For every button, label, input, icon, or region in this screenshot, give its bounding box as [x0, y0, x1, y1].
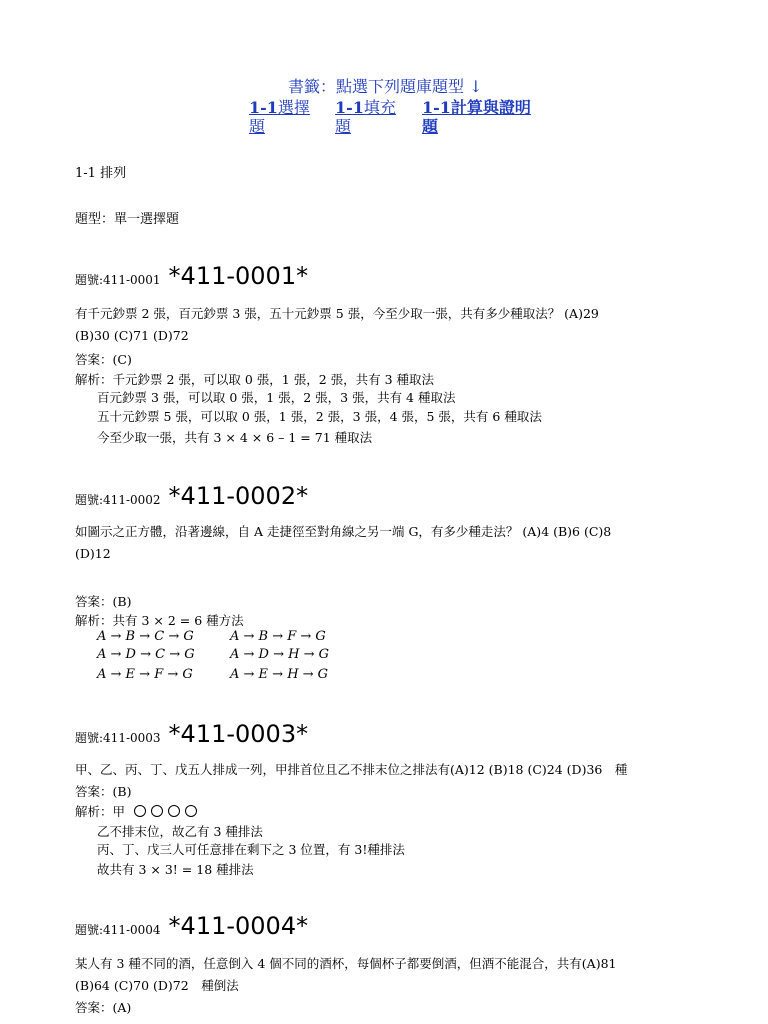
- answer: 答案：(B): [75, 784, 132, 799]
- question-number: 題號:411-0002: [75, 493, 161, 507]
- explanation-line: 丙、丁、戊三人可任意排在剩下之 3 位置，有 3!種排法: [97, 842, 405, 857]
- link-code: 1-1: [422, 98, 451, 117]
- question-text: 如圖示之正方體，沿著邊線，自 A 走捷徑至對角線之另一端 G，有多少種走法？ (A)4 (B)6 (C)8: [75, 524, 612, 539]
- question-text-cont: (B)64 (C)70 (D)72 種倒法: [75, 978, 239, 993]
- link-calculation-proof[interactable]: [422, 98, 562, 136]
- explanation-line: 解析：共有 3 × 2 = 6 種方法: [75, 613, 244, 628]
- link-label-cont: 題: [249, 117, 266, 136]
- section-heading: 1-1 排列: [75, 166, 127, 181]
- path-item: A → E → H → G: [230, 667, 329, 682]
- explanation-line: 百元鈔票 3 張，可以取 0 張，1 張，2 張，3 張，共有 4 種取法: [97, 390, 456, 405]
- link-label: 選擇: [277, 98, 310, 117]
- question-header: [75, 720, 308, 748]
- question-number: 題號:411-0001: [75, 273, 161, 287]
- circle-icon: [151, 805, 163, 817]
- link-multiple-choice[interactable]: [249, 98, 321, 136]
- question-number: 題號:411-0004: [75, 923, 161, 937]
- question-text: 有千元鈔票 2 張，百元鈔票 3 張，五十元鈔票 5 張，今至少取一張，共有多少種取法？ (A)29: [75, 306, 599, 321]
- question-code: *411-0004*: [168, 912, 309, 940]
- answer: 答案：(B): [75, 594, 132, 609]
- question-header: [75, 482, 308, 510]
- path-item: A → B → C → G: [97, 629, 194, 644]
- link-label-cont: 題: [422, 117, 439, 136]
- question-type: 題型：單一選擇題: [75, 212, 180, 227]
- explanation-line: 今至少取一張，共有 3 × 4 × 6 – 1 = 71 種取法: [97, 430, 373, 445]
- answer: 答案：(A): [75, 1000, 132, 1015]
- link-label: 填充: [363, 98, 396, 117]
- question-code: *411-0001*: [168, 262, 309, 290]
- question-text-cont: (D)12: [75, 546, 111, 561]
- bookmark-title: 書籤：點選下列題庫題型 ↓: [288, 77, 483, 96]
- explanation-line: 乙不排末位，故乙有 3 種排法: [97, 824, 263, 839]
- explanation-line: 解析：千元鈔票 2 張，可以取 0 張，1 張，2 張，共有 3 種取法: [75, 372, 435, 387]
- circle-icon: [185, 805, 197, 817]
- question-text-cont: (B)30 (C)71 (D)72: [75, 328, 189, 343]
- question-header: [75, 262, 308, 290]
- link-label: 計算與證明: [450, 98, 531, 117]
- explanation-line: 故共有 3 × 3! = 18 種排法: [97, 862, 254, 877]
- circle-icon: [134, 805, 146, 817]
- question-text: 某人有 3 種不同的酒，任意倒入 4 個不同的酒杯，每個杯子都要倒酒，但酒不能混合，共有(A)81: [75, 956, 617, 971]
- question-number: 題號:411-0003: [75, 731, 161, 745]
- link-code: 1-1: [335, 98, 364, 117]
- link-fill-in[interactable]: [335, 98, 407, 136]
- path-item: A → D → C → G: [97, 647, 195, 662]
- explanation-line: [75, 802, 197, 821]
- explanation-text: 解析：甲: [75, 804, 126, 819]
- question-text: 甲、乙、丙、丁、戊五人排成一列，甲排首位且乙不排末位之排法有(A)12 (B)18 (C)24 (D)36 種: [75, 762, 628, 777]
- circle-icon: [168, 805, 180, 817]
- path-item: A → D → H → G: [230, 647, 330, 662]
- path-item: A → B → F → G: [230, 629, 326, 644]
- question-code: *411-0003*: [168, 720, 309, 748]
- answer: 答案：(C): [75, 352, 132, 367]
- explanation-line: 五十元鈔票 5 張，可以取 0 張，1 張，2 張，3 張，4 張，5 張，共有 6 種取法: [97, 409, 542, 424]
- link-label-cont: 題: [335, 117, 352, 136]
- question-code: *411-0002*: [168, 482, 309, 510]
- question-header: [75, 912, 308, 940]
- link-code: 1-1: [249, 98, 278, 117]
- path-item: A → E → F → G: [97, 667, 193, 682]
